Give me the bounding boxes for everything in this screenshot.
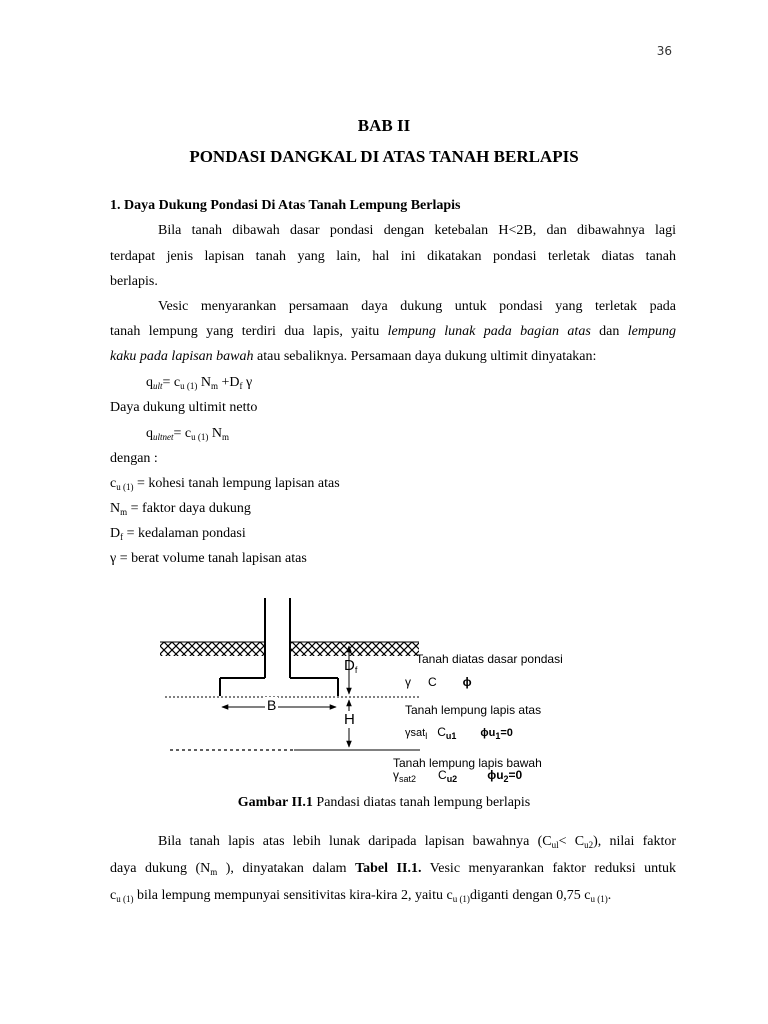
layer0-name: Tanah diatas dasar pondasi xyxy=(416,652,563,666)
equation-ultimate: $q_{ult}= c_{u (1)}$ $N_m +D_f$ γ xyxy=(146,375,253,391)
equation-netto: $q_{ultnet}= c_{u (1)}$ $N_m$ xyxy=(146,426,229,442)
para3-line1: Bila tanah lapis atas lebih lunak daripada lapisan bawahnya $(C_{ul}< C_{u2})$, nilai faktor xyxy=(158,834,677,850)
definition-gamma: γ = berat volume tanah lapisan atas xyxy=(110,551,307,566)
definition-cu: $c_{u (1)}$ = kohesi tanah lempung lapisan atas xyxy=(110,476,340,492)
netto-label: Daya dukung ultimit netto xyxy=(110,400,258,415)
para2-line3: kaku pada lapisan bawah atau sebaliknya. Persamaan daya dukung ultimit dinyatakan: xyxy=(110,349,597,364)
section-heading: 1. Daya Dukung Pondasi Di Atas Tanah Lempung Berlapis xyxy=(110,198,461,213)
layer1-params: γsat$_l$ $C_{u1}$ $\phi u_1=0$ xyxy=(405,725,513,741)
foundation-diagram xyxy=(0,590,768,790)
definition-nm: $N_m$ = faktor daya dukung xyxy=(110,501,251,517)
foundation-footing xyxy=(220,678,338,696)
definition-df: $D_f$ = kedalaman pondasi xyxy=(110,526,246,542)
para3-line2: daya dukung ($N_m$ ), dinyatakan dalam Tabel II.1. Vesic menyarankan faktor reduksi untuk xyxy=(110,861,677,877)
para1-line3: berlapis. xyxy=(110,274,158,289)
ground-surface-right xyxy=(291,642,419,656)
foundation-column xyxy=(265,598,290,678)
para3-line3: $c_{u (1)}$ bila lempung mempunyai sensitivitas kira-kira 2, yaitu $c_{u (1)}diganti$ dengan 0,75 $c_{u (1)}$. xyxy=(110,888,612,904)
dengan-label: dengan : xyxy=(110,451,158,466)
para1-line1: Bila tanah dibawah dasar pondasi dengan ketebalan H<2B, dan dibawahnya lagi xyxy=(158,223,676,238)
layer1-name: Tanah lempung lapis atas xyxy=(405,703,542,717)
chapter-title: PONDASI DANGKAL DI ATAS TANAH BERLAPIS xyxy=(189,147,579,166)
para1-line2: terdapat jenis lapisan tanah yang lain, hal ini dikatakan pondasi terletak diatas tanah xyxy=(110,249,676,264)
label-b: B xyxy=(267,697,277,713)
page-number: 36 xyxy=(656,44,672,58)
label-h: H xyxy=(344,711,355,728)
layer2-name: Tanah lempung lapis bawah xyxy=(393,756,542,770)
para2-line1: Vesic menyarankan persamaan daya dukung untuk pondasi yang terletak pada xyxy=(158,299,676,314)
chapter-label: BAB II xyxy=(357,116,411,135)
figure-caption: Gambar II.1 Pandasi diatas tanah lempung berlapis xyxy=(237,795,531,810)
layer2-params: $\gamma_{sat2}$ $C_{u2}$ $\phi u_2=0$ xyxy=(393,768,523,784)
para2-line2: tanah lempung yang terdiri dua lapis, yaitu lempung lunak pada bagian atas dan lempung xyxy=(110,324,676,339)
label-df: $D_f$ xyxy=(344,657,358,675)
ground-surface-left xyxy=(160,642,264,656)
layer0-params: γ C ϕ xyxy=(405,675,472,689)
